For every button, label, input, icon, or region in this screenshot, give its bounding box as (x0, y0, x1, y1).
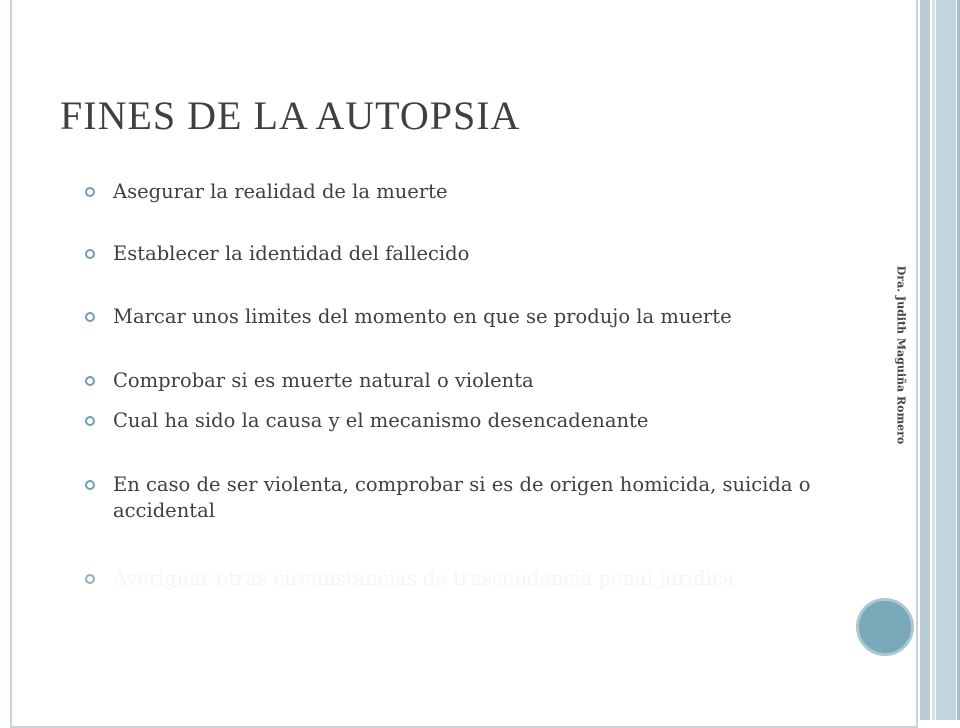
bullet-text: Asegurar la realidad de la muerte (113, 180, 448, 203)
author-vertical-label (888, 250, 914, 460)
bullet-circle-icon (85, 416, 95, 426)
bullet-text: Marcar unos limites del momento en que se produjo la muerte (113, 305, 732, 328)
bullet-item (85, 566, 895, 592)
bullet-text: Cual ha sido la causa y el mecanismo desencadenante (113, 409, 649, 432)
bullet-text: Comprobar si es muerte natural o violenta (113, 369, 534, 392)
bullet-item (85, 408, 895, 434)
right-decor-band (936, 0, 956, 720)
bullet-circle-icon (85, 312, 95, 322)
bullet-circle-icon (85, 480, 95, 490)
right-decor-band (932, 0, 935, 720)
bullet-item (85, 179, 895, 205)
right-decor-band (920, 0, 930, 720)
bullet-item (85, 304, 895, 330)
bullet-circle-icon (85, 574, 95, 584)
bullet-item (85, 241, 895, 267)
bullet-text: Establecer la identidad del fallecido (113, 242, 470, 265)
bullet-item (85, 368, 895, 394)
bullet-circle-icon (85, 249, 95, 259)
decorative-circle-icon (856, 598, 914, 656)
bullet-text: En caso de ser violenta, comprobar si es de origen homicida, suicida o accidental (113, 473, 811, 522)
bullet-item (85, 472, 895, 524)
bullet-circle-icon (85, 376, 95, 386)
author-name: Dra. Judith Maguiña Romero (894, 265, 908, 445)
bullet-text: Averiguar otras circunstancias de trascendencia penal jurídica (113, 567, 735, 590)
bullet-circle-icon (85, 187, 95, 197)
slide-title: FINES DE LA AUTOPSIA (60, 93, 521, 138)
